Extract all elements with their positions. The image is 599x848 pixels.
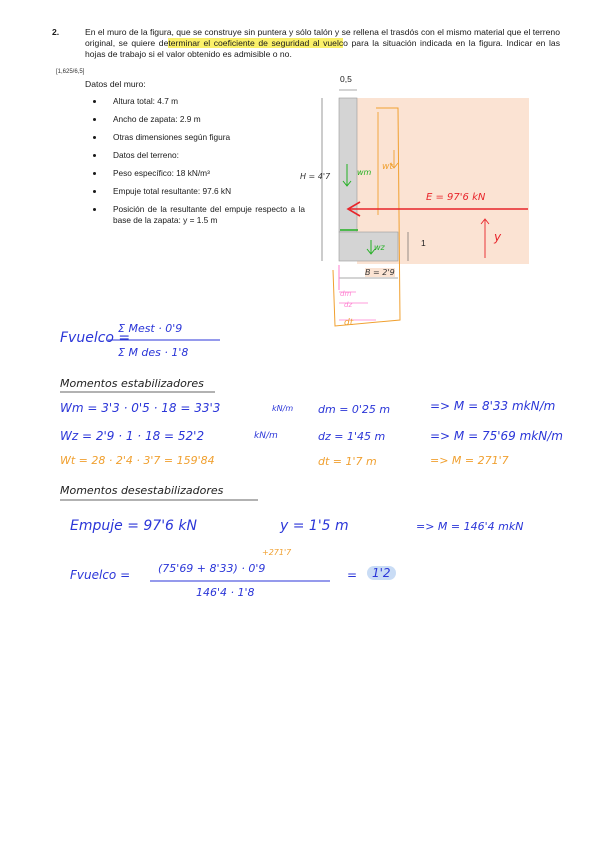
empuje-row-lhs: Empuje = 97'6 kN xyxy=(70,518,197,534)
wm-label: wm xyxy=(357,168,372,177)
question-number: 2. xyxy=(52,27,60,37)
wall-data-title: Datos del muro: xyxy=(85,79,146,89)
formula2-equals: = xyxy=(347,568,358,582)
row-wm-moment: => M = 8'33 mkN/m xyxy=(430,399,556,413)
stab-heading: Momentos estabilizadores xyxy=(60,377,204,390)
destab-heading: Momentos desestabilizadores xyxy=(60,484,224,497)
formula2-superscript: +271'7 xyxy=(262,548,292,557)
question-text-part1: En el muro de la figura, que se construye sin puntera y sólo talón y se rellena el trasdós con el mismo material que el terreno original, se quiere de xyxy=(85,27,560,49)
wall-data-item: • Ancho de zapata: 2.9 m xyxy=(105,114,305,125)
wall-data-item: • Empuje total resultante: 97.6 kN xyxy=(105,186,305,197)
score-label: [1,625/6,5] xyxy=(56,69,85,75)
y-label: y xyxy=(494,230,502,244)
formula2-denominator: 146'4 · 1'8 xyxy=(196,586,255,599)
formula1-lhs: Fvuelco = xyxy=(60,330,131,346)
row-wm-distance: dm = 0'25 m xyxy=(318,403,391,416)
row-wz-unit: kN/m xyxy=(254,431,278,441)
dt-label: dt xyxy=(344,318,354,328)
row-wz-lhs: Wz = 2'9 · 1 · 18 = 52'2 xyxy=(60,429,205,443)
dz-label: dz xyxy=(344,301,353,309)
wall-data-item: • Datos del terreno: xyxy=(105,150,305,161)
row-wm-lhs: Wm = 3'3 · 0'5 · 18 = 33'3 xyxy=(60,401,221,415)
dm-label: dm xyxy=(340,290,352,298)
formula2-lhs: Fvuelco = xyxy=(70,568,131,582)
wall-data-item: • Altura total: 4.7 m xyxy=(105,96,305,107)
wt-label: wt xyxy=(382,162,393,172)
empuje-row-moment: => M = 146'4 mkN xyxy=(416,520,524,533)
height-label: H = 4'7 xyxy=(300,172,331,181)
row-wt-lhs: Wt = 28 · 2'4 · 3'7 = 159'84 xyxy=(60,454,215,467)
question-text-part2: o para la situación indicada en la figura. Indicar en las hojas de trabajo si el valor obtenido es admisible o no. xyxy=(85,38,561,60)
row-wz-distance: dz = 1'45 m xyxy=(318,430,386,443)
wall-footing xyxy=(339,232,398,261)
formula1-numerator: Σ Mest · 0'9 xyxy=(118,322,183,335)
width-label: B = 2'9 xyxy=(365,268,395,277)
wall-data-item: • Peso específico: 18 kN/m³ xyxy=(105,168,305,179)
wall-data-item: • Otras dimensiones según figura xyxy=(105,132,305,143)
row-wm-unit: kN/m xyxy=(272,404,294,413)
question-text-highlight: terminar el coeficiente de seguridad al vuelc xyxy=(168,38,344,49)
row-wt-moment: => M = 271'7 xyxy=(430,454,509,467)
empuje-row-y: y = 1'5 m xyxy=(280,518,349,534)
empuje-label: E = 97'6 kN xyxy=(426,192,486,203)
wz-label: wz xyxy=(374,243,385,252)
row-wz-moment: => M = 75'69 mkN/m xyxy=(430,429,563,443)
top-dimension-label: 0,5 xyxy=(340,74,352,84)
row-wt-distance: dt = 1'7 m xyxy=(318,455,377,468)
result-value: 1'2 xyxy=(367,566,396,580)
formula2-numerator: (75'69 + 8'33) · 0'9 xyxy=(158,562,266,575)
formula1-denominator: Σ M des · 1'8 xyxy=(118,346,189,359)
wall-data-item: • Posición de la resultante del empuje respecto a la base de la zapata: y = 1.5 m xyxy=(105,204,305,226)
footing-dimension-label: 1 xyxy=(421,238,426,248)
